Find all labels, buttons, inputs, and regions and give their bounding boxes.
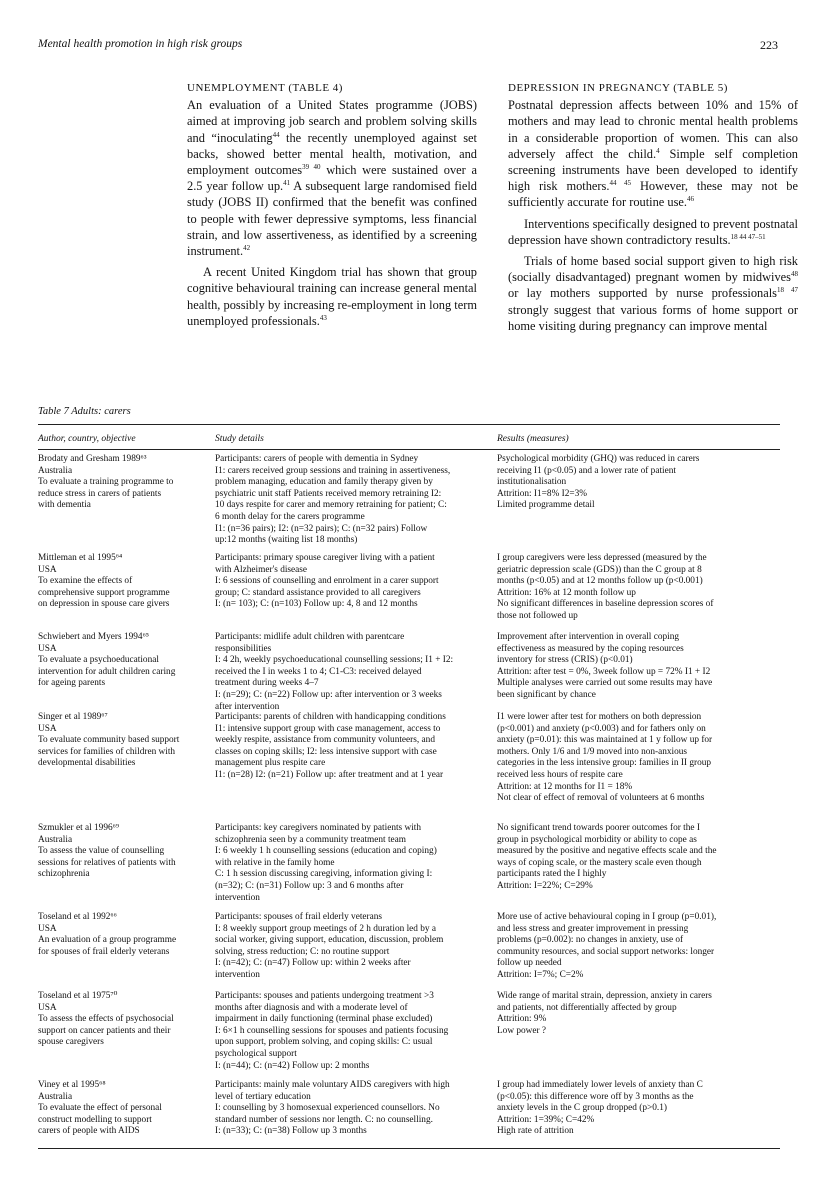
cell-line: Attrition: 9% — [497, 1014, 547, 1025]
cell-line: Limited programme detail — [497, 500, 595, 511]
cell-line: Attrition: at 12 months for I1 = 18% — [497, 781, 633, 792]
right-column — [508, 80, 798, 339]
cell-line: categories in the less intensive group: families in II group — [497, 758, 712, 769]
cell-results — [497, 712, 779, 805]
cell-line: To evaluate a psychoeducational — [38, 655, 159, 666]
cell-line: on depression in spouse care givers — [38, 599, 170, 610]
cell-line: comprehensive support programme — [38, 587, 170, 598]
cell-line: Participants: midlife adult children with parentcare — [215, 632, 405, 642]
cell-author — [38, 823, 203, 881]
cell-line: Australia — [38, 1091, 73, 1102]
cell-study-details — [215, 1080, 503, 1138]
cell-line: (p<0.05): this difference wore off by 3 months as the — [497, 1091, 694, 1102]
cell-line: standard number of sessions nor length. C: no counselling. — [215, 1114, 433, 1125]
cell-author — [38, 912, 203, 958]
cell-line: schizophrenia — [38, 869, 90, 880]
cell-line: effectiveness as measured by the coping resources — [497, 643, 684, 654]
table-header-study: Study details — [215, 434, 264, 444]
cell-line: To assess the value of counselling — [38, 846, 165, 857]
cell-line: for spouses of frail elderly veterans — [38, 946, 170, 957]
cell-line: problem managing, education and family therapy given by — [215, 477, 433, 488]
cell-line: Attrition: I=7%; C=2% — [497, 969, 584, 980]
cell-line: carers of people with AIDS — [38, 1126, 140, 1137]
cell-line: To examine the effects of — [38, 576, 133, 587]
table-header-rule — [38, 449, 780, 450]
cell-line: (n=32); C: (n=31) Follow up: 3 and 6 months after — [215, 880, 404, 891]
cell-results — [497, 1080, 779, 1138]
section-heading-unemployment: UNEMPLOYMENT (TABLE 4) — [187, 82, 343, 94]
paragraph: Postnatal depression affects between 10% and 15% of mothers and may lead to chronic mental health problems in a considerable proportion of women. This can also adversely affect the child.$^4$ Simple self completion screening instruments have been developed to identify high risk mothers.$^{44 45}$ However, these may not be sufficiently accurate for routine use.$^{46}$ — [508, 98, 799, 210]
cell-author — [38, 991, 203, 1049]
cell-line: Participants: mainly male voluntary AIDS caregivers with high — [215, 1080, 450, 1090]
cell-line: C: 1 h session discussing caregiving, information giving I: — [215, 869, 433, 880]
cell-line: services for families of children with — [38, 746, 176, 757]
cell-line: developmental disabilities — [38, 758, 136, 769]
cell-line: with Alzheimer's disease — [215, 564, 308, 575]
paragraph: A recent United Kingdom trial has shown that group cognitive behavioural training can increase general mental health, possibly by increasing re-employment in long term unemployed professionals.$^{43}$ — [187, 265, 477, 328]
cell-line: I1: (n=36 pairs); I2: (n=32 pairs); C: (n=32 pairs) Follow — [215, 523, 428, 534]
cell-line: I: (n=44); C: (n=42) Follow up: 2 months — [215, 1060, 370, 1071]
cell-line: More use of active behavioural coping in I group (p=0.01), — [497, 912, 717, 922]
table-header-author: Author, country, objective — [38, 434, 136, 444]
cell-line: USA — [38, 923, 57, 934]
cell-line: level of tertiary education — [215, 1091, 311, 1102]
cell-line: USA — [38, 643, 57, 654]
cell-line: responsibilities — [215, 643, 272, 654]
cell-line: anxiety (p=0.01): this was maintained at 1 y follow up for — [497, 735, 713, 746]
cell-line: Psychological morbidity (GHQ) was reduced in carers — [497, 454, 700, 464]
cell-line: and less stress and greater improvement in pressing — [497, 923, 689, 934]
cell-line: months (p<0.05) and at 12 months follow up (p<0.001) — [497, 576, 703, 587]
cell-line: follow up needed — [497, 958, 562, 969]
cell-line: High rate of attrition — [497, 1126, 574, 1137]
cell-line: Toseland et al 1992⁶⁶ — [38, 912, 117, 922]
cell-line: intervention — [215, 969, 260, 980]
cell-line: Viney et al 1995⁶⁸ — [38, 1080, 106, 1090]
cell-line: Not clear of effect of removal of volunteers at 6 months — [497, 793, 705, 804]
cell-study-details — [215, 454, 503, 547]
cell-line: reduce stress in carers of patients — [38, 488, 162, 499]
cell-line: Participants: parents of children with handicapping conditions — [215, 712, 446, 722]
paragraph: Trials of home based social support given to high risk (socially disadvantaged) pregnant women by midwives$^{48}$ or lay mothers supported by nurse professionals$^{18 47}$ strongly suggest that various forms of home support or home visiting during pregnancy can improve mental — [508, 254, 798, 333]
cell-line: I: (n= 103); C: (n=103) Follow up: 4, 8 and 12 months — [215, 599, 418, 610]
cell-line: intervention — [215, 892, 260, 903]
cell-line: Wide range of marital strain, depression, anxiety in carers — [497, 991, 712, 1001]
cell-line: social worker, giving support, education, discussion, problem — [215, 935, 444, 946]
cell-line: inventory for stress (CRIS) (p<0.01) — [497, 655, 633, 666]
cell-line: Improvement after intervention in overall coping — [497, 632, 680, 642]
cell-author — [38, 553, 203, 611]
cell-line: receiving I1 (p<0.05) and a lower rate of patient — [497, 465, 676, 476]
cell-line: To evaluate the effect of personal — [38, 1103, 162, 1114]
cell-line: psychological support — [215, 1048, 297, 1059]
cell-line: An evaluation of a group programme — [38, 935, 177, 946]
cell-line: anxiety levels in the C group dropped (p>0.1) — [497, 1103, 667, 1114]
cell-line: received the I in weeks 1 to 4; C1-C3: received delayed — [215, 666, 422, 677]
running-title: Mental health promotion in high risk groups — [38, 38, 243, 50]
cell-line: I: 6 weekly 1 h counselling sessions (education and coping) — [215, 846, 437, 857]
cell-results — [497, 912, 779, 982]
cell-line: No significant trend towards poorer outcomes for the I — [497, 823, 700, 833]
cell-line: those not followed up — [497, 610, 578, 621]
table-bottom-rule — [38, 1148, 780, 1149]
left-column — [187, 80, 477, 334]
cell-line: support on cancer patients and their — [38, 1025, 171, 1036]
cell-line: sessions for relatives of patients with — [38, 857, 176, 868]
cell-line: construct modelling to support — [38, 1114, 152, 1125]
cell-line: 6 month delay for the carers programme — [215, 511, 365, 522]
cell-line: Attrition: I1=8% I2=3% — [497, 488, 588, 499]
section-heading-depression: DEPRESSION IN PREGNANCY (TABLE 5) — [508, 82, 728, 94]
cell-line: I1: intensive support group with case management, access to — [215, 723, 441, 734]
cell-line: spouse caregivers — [38, 1037, 104, 1048]
cell-line: treatment during weeks 4–7 — [215, 678, 319, 689]
cell-line: institutionalisation — [497, 477, 567, 488]
cell-line: Participants: spouses and patients undergoing treatment >3 — [215, 991, 434, 1001]
cell-author — [38, 632, 203, 690]
cell-line: after intervention — [215, 701, 280, 712]
cell-line: Participants: carers of people with dementia in Sydney — [215, 454, 419, 464]
cell-line: I1 were lower after test for mothers on both depression — [497, 712, 702, 722]
paragraph: An evaluation of a United States programme (JOBS) aimed at improving job search and problem solving skills and “inoculating$^{44}$ the recently unemployed against set backs, showed better mental health, motivation, and employment outcomes$^{39 40}$ which were sustained over a 2.5 year follow up.$^{41}$ A subsequent large randomised field study (JOBS II) confirmed that the benefit was confined to people with fewer depressive symptoms, less financial strain, and low assertiveness, as identified by a screening instrument.$^{42}$ — [187, 98, 478, 259]
cell-line: and patients, not differentially affected by group — [497, 1002, 677, 1013]
cell-line: No significant differences in baseline depression scores of — [497, 599, 714, 610]
cell-study-details — [215, 712, 503, 782]
cell-line: geriatric depression scale (GDS)) than the C group at 8 — [497, 564, 702, 575]
cell-results — [497, 823, 779, 893]
table-header-results: Results (measures) — [497, 434, 569, 444]
cell-line: Singer et al 1989⁶⁷ — [38, 712, 108, 722]
cell-line: I: counselling by 3 homosexual experienced counsellors. No — [215, 1103, 440, 1114]
cell-line: I: 6×1 h counselling sessions for spouses and patients focusing — [215, 1025, 449, 1036]
cell-line: mothers. Only 1/6 and 1/9 moved into non-anxious — [497, 746, 688, 757]
cell-line: Participants: spouses of frail elderly veterans — [215, 912, 383, 922]
page-number: 223 — [760, 38, 778, 52]
cell-study-details — [215, 823, 503, 904]
cell-line: schizophrenia seen by a community treatment team — [215, 834, 407, 845]
cell-line: management plus respite care — [215, 758, 326, 769]
cell-line: I: 4 2h, weekly psychoeducational counselling sessions; I1 + I2: — [215, 655, 454, 666]
cell-line: (p<0.001) and anxiety (p<0.003) and for fathers only on — [497, 723, 706, 734]
cell-line: impairment in daily functioning (terminal phase excluded) — [215, 1014, 433, 1025]
cell-line: I group had immediately lower levels of anxiety than C — [497, 1080, 703, 1090]
cell-study-details — [215, 632, 503, 713]
cell-line: problems (p=0.002): no changes in anxiety, use of — [497, 935, 684, 946]
cell-line: Attrition: after test = 0%, 3week follow up = 72% I1 + I2 — [497, 666, 711, 677]
cell-line: I: 8 weekly support group meetings of 2 h duration led by a — [215, 923, 437, 934]
cell-line: USA — [38, 1002, 57, 1013]
cell-line: To assess the effects of psychosocial — [38, 1014, 174, 1025]
table-title: Table 7 Adults: carers — [38, 406, 131, 417]
cell-line: for ageing parents — [38, 678, 106, 689]
cell-line: been significant by chance — [497, 689, 596, 700]
cell-line: USA — [38, 723, 57, 734]
paragraph: Interventions specifically designed to prevent postnatal depression have shown contradictory results.$^{18 44 47-51}$ — [508, 216, 798, 247]
cell-line: I: (n=33); C: (n=38) Follow up 3 months — [215, 1126, 367, 1137]
cell-author — [38, 454, 203, 512]
cell-line: I group caregivers were less depressed (measured by the — [497, 553, 707, 563]
cell-line: measured by the positive and negative effects scale and the — [497, 846, 717, 857]
cell-line: intervention for adult children caring — [38, 666, 176, 677]
cell-line: upon support, problem solving, and coping skills: C: usual — [215, 1037, 433, 1048]
cell-line: USA — [38, 564, 57, 575]
cell-results — [497, 991, 779, 1037]
cell-line: Participants: primary spouse caregiver living with a patient — [215, 553, 435, 563]
cell-line: Brodaty and Gresham 1989⁶³ — [38, 454, 147, 464]
cell-line: group; C: standard assistance provided to all caregivers — [215, 587, 421, 598]
cell-line: ways of coping scale, or the mastery scale even though — [497, 857, 702, 868]
cell-line: with relative in the family home — [215, 857, 335, 868]
cell-line: weekly respite, assistance from community volunteers, and — [215, 735, 435, 746]
cell-line: Attrition: 1=39%; C=42% — [497, 1114, 595, 1125]
cell-line: months after diagnosis and with a moderate level of — [215, 1002, 408, 1013]
cell-line: classes on coping skills; I2: less intensive support with case — [215, 746, 437, 757]
cell-line: I1: (n=28) I2: (n=21) Follow up: after treatment and at 1 year — [215, 769, 444, 780]
cell-line: Australia — [38, 465, 73, 476]
cell-line: Multiple analyses were carried out some results may have — [497, 678, 713, 689]
cell-results — [497, 632, 779, 702]
cell-line: psychiatric unit staff Patients received memory retraining I2: — [215, 488, 442, 499]
cell-line: To evaluate community based support — [38, 735, 180, 746]
cell-line: I1: carers received group sessions and training in assertiveness, — [215, 465, 451, 476]
cell-line: Mittleman et al 1995⁶⁴ — [38, 553, 123, 563]
cell-line: received less hours of respite care — [497, 769, 623, 780]
cell-line: I: 6 sessions of counselling and enrolment in a carer support — [215, 576, 439, 587]
cell-study-details — [215, 553, 503, 611]
cell-line: with dementia — [38, 500, 91, 511]
cell-line: Szmukler et al 1996⁶⁹ — [38, 823, 120, 833]
cell-line: 10 days respite for carer and memory retraining for patient; C: — [215, 500, 447, 511]
cell-line: Attrition: 16% at 12 month follow up — [497, 587, 636, 598]
cell-line: I: (n=29); C: (n=22) Follow up: after intervention or 3 weeks — [215, 689, 442, 700]
cell-line: I: (n=42); C: (n=47) Follow up: within 2 weeks after — [215, 958, 411, 969]
cell-study-details — [215, 912, 503, 982]
cell-line: To evaluate a training programme to — [38, 477, 174, 488]
cell-results — [497, 454, 779, 512]
cell-line: up:12 months (waiting list 18 months) — [215, 535, 358, 546]
cell-line: Participants: key caregivers nominated by patients with — [215, 823, 422, 833]
cell-results — [497, 553, 779, 623]
cell-author — [38, 712, 203, 770]
cell-study-details — [215, 991, 503, 1072]
table-top-rule — [38, 424, 780, 425]
cell-line: Toseland et al 1975⁷⁰ — [38, 991, 118, 1001]
cell-line: Low power ? — [497, 1025, 547, 1036]
cell-author — [38, 1080, 203, 1138]
cell-line: participants rated the I highly — [497, 869, 607, 880]
cell-line: group in psychological morbidity or ability to cope as — [497, 834, 697, 845]
cell-line: solving, stress reduction; C: no routine support — [215, 946, 390, 957]
cell-line: Schwiebert and Myers 1994⁶⁵ — [38, 632, 150, 642]
cell-line: community resources, and social support networks: longer — [497, 946, 715, 957]
cell-line: Attrition: I=22%; C=29% — [497, 880, 593, 891]
cell-line: Australia — [38, 834, 73, 845]
